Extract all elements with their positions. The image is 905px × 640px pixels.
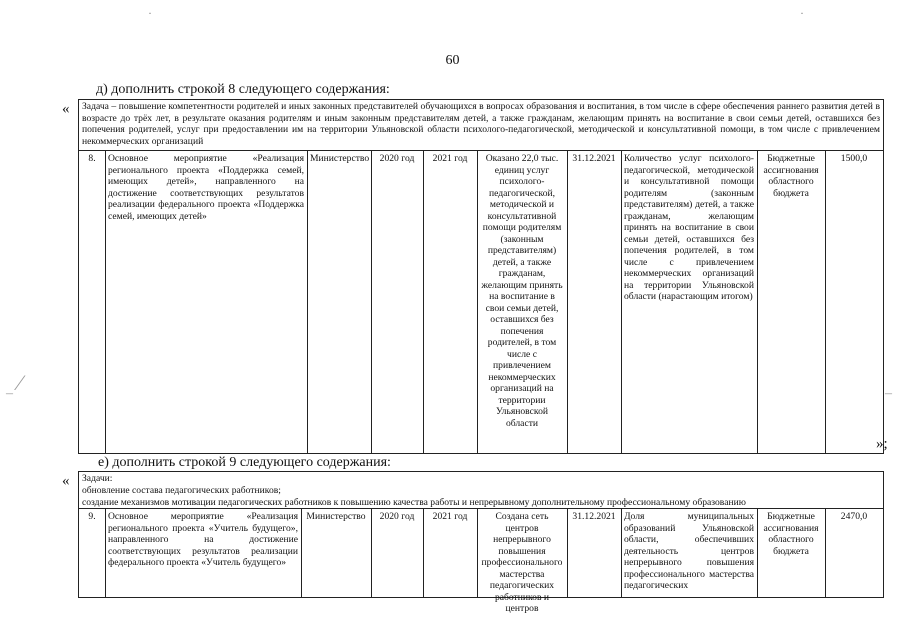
scan-mark: ⁄ (18, 370, 22, 395)
row-9-end-year: 2021 год (432, 511, 468, 522)
row-8-number: 8. (88, 153, 96, 164)
section-e-tasks-row (78, 471, 884, 509)
section-e-tasks-title: Задачи: (82, 473, 113, 484)
row-9-executor: Министерство (306, 511, 366, 522)
row-9-indicator: Доля муниципальных образований Ульяновской области, обеспечивших деятельность центров непрерывного повышения профессионального мастерства педагогических (624, 511, 754, 591)
row-9-expected-result: Создана сеть центров непрерывного повышения профессионального мастерства педагогических работников и центров (481, 511, 563, 614)
row-8-amount: 1500,0 (840, 153, 868, 164)
row-8-expected-result: Оказано 22,0 тыс. единиц услуг психолого-педагогической, методической и консультативной помощи родителям (законным представителям) детей, а также гражданам, желающим принять на воспитание в свои семьи детей, оставшихся без попечения родителей, в том числе с привлечением некоммерческих организаций на территории Ульяновской области (481, 153, 563, 429)
section-d-task-row (78, 99, 884, 151)
section-d-open-quote: « (62, 101, 70, 117)
row-8-executor: Министерство (310, 153, 370, 164)
scan-mark: – (885, 386, 892, 401)
section-e-task-2: создание механизмов мотивации педагогических работников к повышению качества работы и непрерывному дополнительному профессиональному образованию (82, 497, 746, 508)
section-d-heading: д) дополнить строкой 8 следующего содержания: (96, 82, 390, 97)
row-8-indicator: Количество услуг психолого-педагогической, методической и консультативной помощи родителям (законным представителям) детей, а также гражданам, желающим принять на воспитание в свои семьи детей, оставшихся без попечения родителей, в том числе с привлечением некоммерческих организаций на территории Ульяновской области (нарастающим итогом) (624, 153, 754, 302)
row-9-amount: 2470,0 (840, 511, 868, 522)
row-9-funding-source: Бюджетные ассигнования областного бюджета (763, 511, 819, 557)
section-e-data-row (78, 508, 884, 614)
row-8-date: 31.12.2021 (572, 153, 616, 164)
section-d-task-text: Задача – повышение компетентности родителей и иных законных представителей обучающихся в вопросах образования и воспитания, в том числе в сфере обеспечения раннего развития детей в возрасте до трёх лет, в результате оказания родителям и иным законным представителям детей, а также гражданам, желающим принять на воспитание в свои семьи детей, оставшихся без попечения родителей, услуг при предоставлении им на территории Ульяновской области психолого-педагогической, методической и консультативной помощи, в том числе с привлечением некоммерческих организаций (82, 101, 880, 147)
row-9-date: 31.12.2021 (572, 511, 616, 522)
scan-mark: · (800, 6, 804, 20)
scan-mark: · (148, 6, 152, 20)
row-8-start-year: 2020 год (379, 153, 415, 164)
page-number: 60 (445, 53, 460, 68)
scan-mark: – (6, 386, 13, 401)
row-8-end-year: 2021 год (432, 153, 468, 164)
row-8-activity-name: Основное мероприятие «Реализация регионального проекта «Поддержка семей, имеющих детей», направленного на достижение соответствующих результатов реализации федерального проекта «Поддержка семей, имеющих детей» (108, 153, 304, 222)
section-e-open-quote: « (62, 473, 70, 489)
section-d-close-quote: »; (876, 436, 888, 452)
row-8-funding-source: Бюджетные ассигнования областного бюджета (763, 153, 819, 199)
section-d-data-row (78, 150, 884, 454)
row-9-number: 9. (88, 511, 96, 522)
row-9-start-year: 2020 год (379, 511, 415, 522)
section-e-task-1: обновление состава педагогических работников; (82, 485, 281, 496)
row-9-activity-name: Основное мероприятие «Реализация регионального проекта «Учитель будущего», направленного на достижение соответствующих результатов реализации федерального проекта «Учитель будущего» (108, 511, 298, 568)
section-e-heading: е) дополнить строкой 9 следующего содержания: (98, 455, 391, 470)
